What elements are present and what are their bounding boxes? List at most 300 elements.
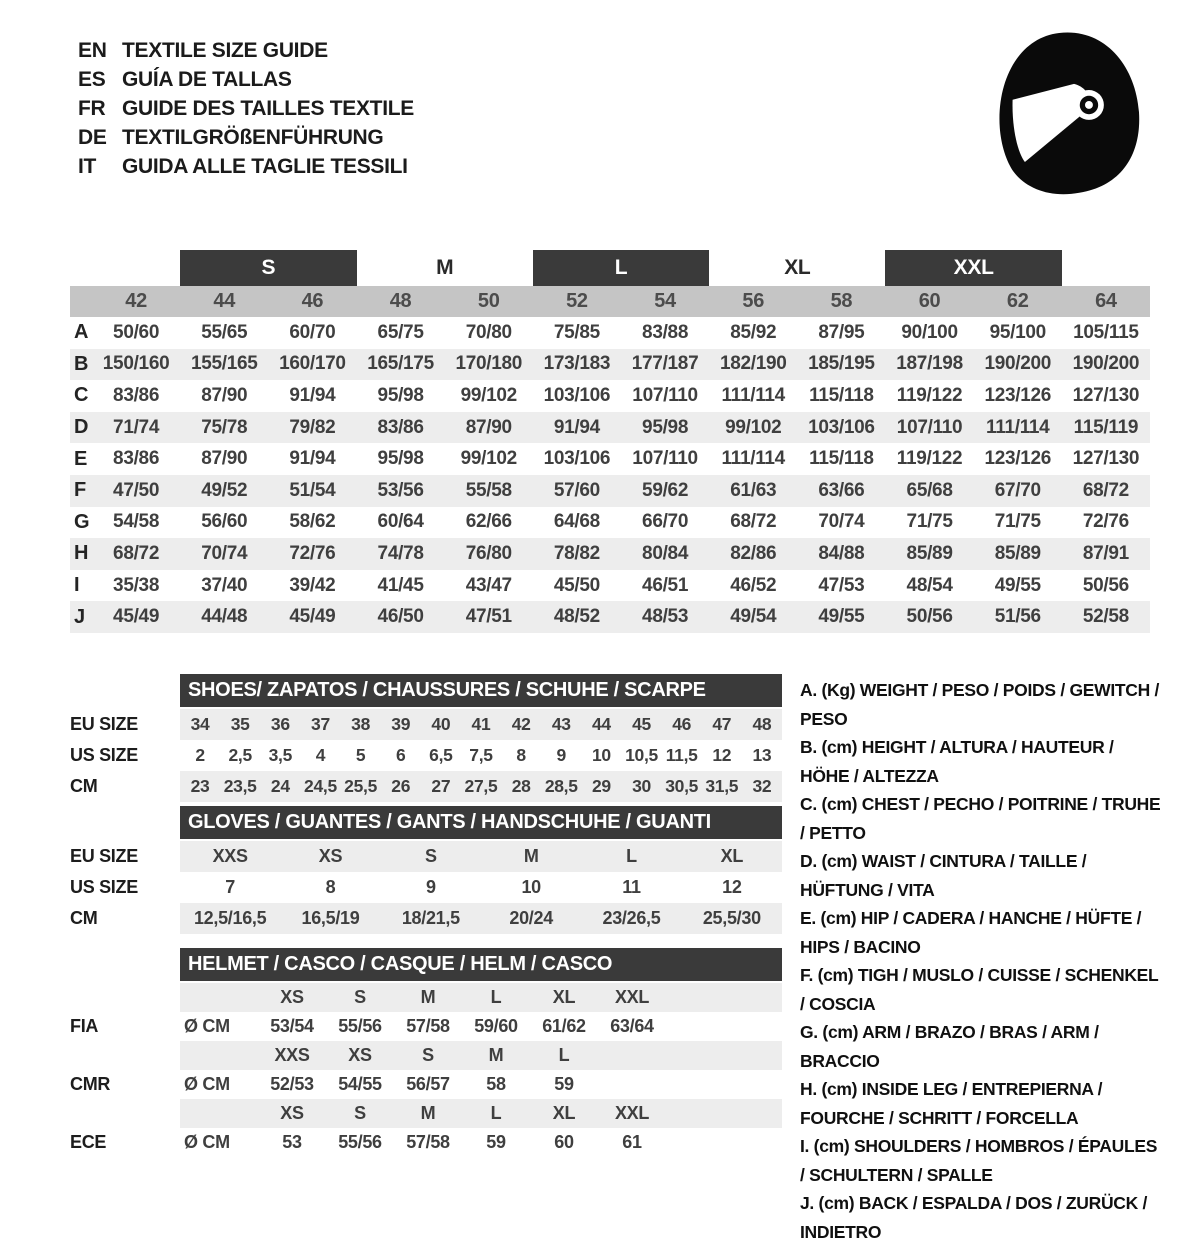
size-number: 58 xyxy=(830,290,853,312)
gloves-cell: 8 xyxy=(325,877,336,897)
measurement-value: 115/119 xyxy=(1073,416,1139,438)
helmet-cell: 54/55 xyxy=(338,1074,382,1094)
helmet-cell: 60 xyxy=(554,1132,574,1152)
measurement-value: 64/68 xyxy=(553,511,600,533)
shoes-cell: 40 xyxy=(431,714,451,734)
helmet-row-label: ECE xyxy=(70,1132,107,1152)
gloves-cell: 11 xyxy=(622,877,641,897)
shoes-cell: 10,5 xyxy=(625,745,658,765)
measurement-value: 85/89 xyxy=(906,542,953,564)
measurement-value: 105/115 xyxy=(1073,321,1139,343)
shoes-row-label: EU SIZE xyxy=(70,714,138,734)
shoes-cell: 42 xyxy=(511,714,531,734)
helmet-cell: L xyxy=(490,1103,502,1123)
shoes-cell: 34 xyxy=(190,714,210,734)
textile-size-table xyxy=(70,250,1150,633)
helmet-cell: 57/58 xyxy=(406,1132,450,1152)
shoes-cell: 46 xyxy=(672,714,692,734)
measurement-value: 43/47 xyxy=(465,574,512,596)
measurement-value: 49/54 xyxy=(730,606,777,628)
gloves-cell: 9 xyxy=(425,877,436,897)
legend-item: G. (cm) ARM / BRAZO / BRAS / ARM / BRACCIO xyxy=(800,1022,1099,1071)
measurement-value: 58/62 xyxy=(289,511,336,533)
shoes-cell: 10 xyxy=(591,745,611,765)
shoes-cell: 45 xyxy=(632,714,651,734)
guide-title: GUÍA DE TALLAS xyxy=(122,68,292,91)
measurement-value: 182/190 xyxy=(719,353,787,375)
shoes-cell: 30,5 xyxy=(665,776,699,796)
gloves-cell: 20/24 xyxy=(509,908,553,928)
measurement-value: 50/56 xyxy=(906,606,953,628)
shoes-cell: 41 xyxy=(471,714,491,734)
measurement-value: 127/130 xyxy=(1072,384,1140,406)
measurement-value: 49/52 xyxy=(201,479,248,501)
measurement-value: 119/122 xyxy=(896,448,963,470)
gloves-row-strip xyxy=(180,872,782,903)
measurement-value: 111/114 xyxy=(721,448,785,470)
measurement-value: 75/85 xyxy=(553,321,600,343)
gloves-cell: L xyxy=(626,846,637,866)
legend-item: I. (cm) SHOULDERS / HOMBROS / ÉPAULES / SCHULTERN / SPALLE xyxy=(800,1136,1158,1185)
shoes-row-label: CM xyxy=(70,776,98,796)
measurement-value: 41/45 xyxy=(377,574,424,596)
measurement-value: 55/58 xyxy=(465,479,512,501)
measurement-value: 60/64 xyxy=(377,511,424,533)
size-group-label: M xyxy=(436,256,454,279)
shoes-cell: 39 xyxy=(391,714,411,734)
helmet-row-strip xyxy=(180,1012,782,1041)
measurement-value: 123/126 xyxy=(984,384,1052,406)
gloves-section-title: GLOVES / GUANTES / GANTS / HANDSCHUHE / GUANTI xyxy=(180,806,782,839)
measurement-value: 170/180 xyxy=(455,353,523,375)
helmet-cell: S xyxy=(354,987,366,1007)
gloves-cell: 16,5/19 xyxy=(301,908,360,928)
legend-item: D. (cm) WAIST / CINTURA / TAILLE / HÜFTUNG / VITA xyxy=(800,851,1087,900)
measurement-value: 49/55 xyxy=(994,574,1041,596)
shoes-section-title: SHOES/ ZAPATOS / CHAUSSURES / SCHUHE / SCARPE xyxy=(180,674,782,707)
helmet-cell: 55/56 xyxy=(338,1016,382,1036)
shoes-row-strip xyxy=(180,740,782,771)
measurement-value: 65/75 xyxy=(377,321,424,343)
legend-item: H. (cm) INSIDE LEG / ENTREPIERNA / FOURCHE / SCHRITT / FORCELLA xyxy=(800,1079,1103,1128)
legend-item: F. (cm) TIGH / MUSLO / CUISSE / SCHENKEL / COSCIA xyxy=(800,965,1159,1014)
language-row xyxy=(78,123,414,152)
helmet-cell: XS xyxy=(280,1103,304,1123)
helmet-row-label: FIA xyxy=(70,1016,99,1036)
row-letter: D xyxy=(74,416,89,439)
measurement-value: 71/75 xyxy=(994,511,1041,533)
language-code: FR xyxy=(78,97,106,120)
measurement-value: 85/89 xyxy=(994,542,1041,564)
helmet-cell: 61 xyxy=(622,1132,642,1152)
measurement-value: 83/88 xyxy=(642,321,689,343)
measurement-value: 67/70 xyxy=(994,479,1041,501)
helmet-cell: 52/53 xyxy=(270,1074,314,1094)
gloves-row-label: US SIZE xyxy=(70,877,138,897)
language-row xyxy=(78,65,414,94)
measurement-value: 63/66 xyxy=(818,479,865,501)
measurement-value: 52/58 xyxy=(1082,606,1129,628)
measurement-value: 66/70 xyxy=(642,511,689,533)
row-letter: F xyxy=(74,479,86,502)
gloves-cell: S xyxy=(424,846,437,866)
helmet-cell: M xyxy=(420,1103,436,1123)
measurement-value: 57/60 xyxy=(553,479,600,501)
measurement-row xyxy=(70,349,1150,381)
measurement-value: 51/56 xyxy=(994,606,1041,628)
shoes-cell: 30 xyxy=(632,776,651,796)
helmet-cell: 59 xyxy=(486,1132,506,1152)
helmet-cell: 58 xyxy=(486,1074,506,1094)
shoes-cell: 28 xyxy=(511,776,531,796)
legend-item: B. (cm) HEIGHT / ALTURA / HAUTEUR / HÖHE / ALTEZZA xyxy=(800,737,1114,786)
measurement-row xyxy=(70,601,1150,633)
measurement-value: 79/82 xyxy=(289,416,336,438)
size-number: 46 xyxy=(301,290,324,312)
size-number-row xyxy=(70,286,1150,317)
measurement-value: 35/38 xyxy=(113,574,160,596)
measurement-value: 177/187 xyxy=(631,353,699,375)
shoes-cell: 24 xyxy=(270,776,290,796)
helmet-cell: 63/64 xyxy=(610,1016,654,1036)
helmet-cell: XS xyxy=(348,1045,372,1065)
measurement-value: 111/114 xyxy=(721,384,785,406)
gloves-cell: 7 xyxy=(225,877,236,897)
helmet-cell: 53 xyxy=(282,1132,302,1152)
helmet-cell: XXL xyxy=(614,987,650,1007)
helmet-cell: XL xyxy=(552,987,576,1007)
shoes-cell: 27,5 xyxy=(464,776,498,796)
row-letter: E xyxy=(74,447,88,470)
helmet-icon xyxy=(972,26,1148,198)
gloves-row xyxy=(70,903,782,934)
legend-item: A. (Kg) WEIGHT / PESO / POIDS / GEWITCH / PESO xyxy=(800,680,1160,729)
helmet-row-label: CMR xyxy=(70,1074,111,1094)
shoes-cell: 6 xyxy=(396,745,406,765)
shoes-cell: 23 xyxy=(190,776,210,796)
measurement-row xyxy=(70,570,1150,602)
measurement-value: 84/88 xyxy=(818,542,865,564)
language-row xyxy=(78,94,414,123)
measurement-value: 70/74 xyxy=(201,542,248,564)
gloves-cell: M xyxy=(523,846,539,866)
measurement-value: 95/98 xyxy=(377,448,424,470)
language-code: IT xyxy=(78,155,97,178)
measurement-value: 103/106 xyxy=(543,448,611,470)
measurement-value: 115/118 xyxy=(809,448,874,470)
shoes-row-strip xyxy=(180,771,782,802)
helmet-row xyxy=(70,1099,782,1128)
measurement-row xyxy=(70,412,1150,444)
shoes-cell: 9 xyxy=(556,745,566,765)
size-group-label: XL xyxy=(784,256,811,279)
shoes-cell: 32 xyxy=(752,776,772,796)
measurement-value: 59/62 xyxy=(642,479,689,501)
measurement-value: 45/49 xyxy=(113,606,160,628)
measurement-value: 72/76 xyxy=(289,542,336,564)
helmet-cell: 59 xyxy=(554,1074,574,1094)
measurement-value: 65/68 xyxy=(906,479,953,501)
shoes-cell: 25,5 xyxy=(344,776,378,796)
size-number: 42 xyxy=(125,290,147,312)
measurement-value: 165/175 xyxy=(367,353,434,375)
measurement-row xyxy=(70,538,1150,570)
row-letter: J xyxy=(74,605,85,628)
helmet-cell: XXS xyxy=(274,1045,310,1065)
measurement-value: 68/72 xyxy=(1082,479,1129,501)
gloves-cell: XS xyxy=(318,846,343,866)
measurement-value: 107/110 xyxy=(896,416,963,438)
shoes-cell: 12 xyxy=(712,745,732,765)
helmet-row xyxy=(70,1070,782,1099)
helmet-row-strip xyxy=(180,1070,782,1099)
gloves-cell: 10 xyxy=(521,877,541,897)
measurement-value: 47/50 xyxy=(113,479,160,501)
language-code: EN xyxy=(78,39,107,62)
guide-title: GUIDE DES TAILLES TEXTILE xyxy=(122,97,414,120)
measurement-value: 87/91 xyxy=(1082,542,1129,564)
row-letter: G xyxy=(74,510,90,533)
size-group-bar: XXL xyxy=(885,250,1061,286)
shoes-cell: 6,5 xyxy=(429,745,453,765)
row-letter: A xyxy=(74,321,89,344)
size-number: 60 xyxy=(918,290,941,312)
helmet-cell: L xyxy=(558,1045,570,1065)
measurement-value: 54/58 xyxy=(113,511,160,533)
shoes-cell: 38 xyxy=(351,714,371,734)
helmet-cell: XXL xyxy=(614,1103,650,1123)
measurement-value: 46/51 xyxy=(642,574,689,596)
shoes-cell: 47 xyxy=(712,714,732,734)
measurement-value: 78/82 xyxy=(553,542,600,564)
measurement-value: 48/54 xyxy=(906,574,953,596)
measurement-value: 190/200 xyxy=(984,353,1052,375)
size-number: 50 xyxy=(477,290,500,312)
measurement-value: 83/86 xyxy=(113,384,160,406)
language-row xyxy=(78,152,414,181)
measurement-value: 68/72 xyxy=(113,542,160,564)
helmet-cell: 57/58 xyxy=(406,1016,450,1036)
measurement-value: 53/56 xyxy=(377,479,424,501)
helmet-cell: 53/54 xyxy=(270,1016,314,1036)
gloves-cell: 25,5/30 xyxy=(702,908,761,928)
measurement-value: 37/40 xyxy=(201,574,248,596)
shoes-cell: 44 xyxy=(591,714,611,734)
measurement-value: 127/130 xyxy=(1072,448,1140,470)
measurement-value: 50/56 xyxy=(1082,574,1129,596)
measurement-value: 44/48 xyxy=(201,606,248,628)
row-letter: B xyxy=(74,352,89,375)
measurement-value: 62/66 xyxy=(465,511,512,533)
size-number: 64 xyxy=(1095,290,1117,312)
shoes-cell: 3,5 xyxy=(268,745,293,765)
helmet-cell: 61/62 xyxy=(542,1016,586,1036)
gloves-cell: 18/21,5 xyxy=(401,908,460,928)
measurement-value: 56/60 xyxy=(201,511,248,533)
size-group-bar: S xyxy=(180,250,356,286)
measurement-value: 71/74 xyxy=(113,416,160,438)
helmet-cell: Ø CM xyxy=(184,1016,230,1036)
size-group-bar: L xyxy=(533,250,709,286)
measurement-legend xyxy=(800,676,1162,1246)
measurement-value: 83/86 xyxy=(377,416,424,438)
gloves-row-strip xyxy=(180,841,782,872)
shoes-cell: 8 xyxy=(516,745,526,765)
language-code: DE xyxy=(78,126,107,149)
shoes-cell: 11,5 xyxy=(665,745,698,765)
measurement-value: 61/63 xyxy=(730,479,777,501)
helmet-cell: M xyxy=(488,1045,504,1065)
measurement-value: 48/52 xyxy=(553,606,600,628)
measurement-value: 83/86 xyxy=(113,448,160,470)
measurement-value: 160/170 xyxy=(279,353,346,375)
measurement-row xyxy=(70,317,1150,349)
guide-title: GUIDA ALLE TAGLIE TESSILI xyxy=(122,155,408,178)
helmet-row xyxy=(70,1041,782,1070)
row-letter: H xyxy=(74,542,89,565)
helmet-cell: L xyxy=(490,987,502,1007)
measurement-value: 95/100 xyxy=(989,321,1046,343)
helmet-row xyxy=(70,983,782,1012)
measurement-value: 39/42 xyxy=(289,574,336,596)
measurement-value: 99/102 xyxy=(460,448,517,470)
row-letter: I xyxy=(74,574,80,597)
measurement-value: 91/94 xyxy=(553,416,600,438)
shoes-cell: 28,5 xyxy=(544,776,578,796)
measurement-value: 46/52 xyxy=(730,574,777,596)
gloves-row-label: CM xyxy=(70,908,98,928)
measurement-value: 71/75 xyxy=(906,511,953,533)
shoes-cell: 43 xyxy=(551,714,571,734)
measurement-value: 74/78 xyxy=(377,542,424,564)
helmet-row-strip xyxy=(180,1041,782,1070)
measurement-value: 47/51 xyxy=(465,606,512,628)
gloves-row xyxy=(70,841,782,872)
measurement-value: 87/90 xyxy=(465,416,512,438)
helmet-cell: M xyxy=(420,987,436,1007)
language-row xyxy=(78,36,414,65)
size-number: 62 xyxy=(1006,290,1029,312)
shoes-row-strip xyxy=(180,709,782,740)
measurement-value: 87/95 xyxy=(818,321,865,343)
size-group-row xyxy=(70,250,1150,286)
shoes-cell: 24,5 xyxy=(304,776,337,796)
helmet-cell: S xyxy=(422,1045,434,1065)
shoes-row xyxy=(70,740,782,771)
measurement-value: 91/94 xyxy=(289,384,336,406)
measurement-value: 87/90 xyxy=(201,384,248,406)
measurement-row xyxy=(70,507,1150,539)
measurement-value: 70/80 xyxy=(465,321,512,343)
size-number: 52 xyxy=(566,290,588,312)
gloves-cell: 12,5/16,5 xyxy=(193,908,267,928)
gloves-row-label: EU SIZE xyxy=(70,846,138,866)
shoes-cell: 13 xyxy=(752,745,772,765)
gloves-cell: 23/26,5 xyxy=(602,908,661,928)
measurement-value: 99/102 xyxy=(725,416,782,438)
shoes-cell: 5 xyxy=(355,745,366,765)
helmet-row xyxy=(70,1128,782,1157)
legend-item: J. (cm) BACK / ESPALDA / DOS / ZURÜCK / INDIETRO xyxy=(800,1193,1148,1242)
measurement-value: 115/118 xyxy=(809,384,874,406)
gloves-cell: XL xyxy=(720,846,744,866)
gloves-row-strip xyxy=(180,903,782,934)
measurement-value: 75/78 xyxy=(201,416,248,438)
size-number: 54 xyxy=(654,290,676,312)
helmet-row xyxy=(70,1012,782,1041)
measurement-value: 99/102 xyxy=(460,384,517,406)
shoes-cell: 2 xyxy=(195,745,205,765)
helmet-cell: Ø CM xyxy=(184,1074,230,1094)
measurement-value: 80/84 xyxy=(642,542,689,564)
measurement-value: 155/165 xyxy=(190,353,258,375)
language-code: ES xyxy=(78,68,106,91)
measurement-row xyxy=(70,443,1150,475)
language-title-list xyxy=(78,36,414,181)
measurement-value: 49/55 xyxy=(818,606,865,628)
shoes-cell: 31,5 xyxy=(705,776,739,796)
shoes-row-label: US SIZE xyxy=(70,745,138,765)
measurement-value: 103/106 xyxy=(543,384,611,406)
measurement-value: 55/65 xyxy=(201,321,248,343)
measurement-value: 82/86 xyxy=(730,542,777,564)
shoes-cell: 29 xyxy=(591,776,611,796)
measurement-value: 119/122 xyxy=(896,384,963,406)
measurement-value: 87/90 xyxy=(201,448,248,470)
shoes-cell: 36 xyxy=(270,714,290,734)
measurement-value: 185/195 xyxy=(808,353,875,375)
measurement-value: 111/114 xyxy=(986,416,1050,438)
row-letter: C xyxy=(74,384,89,407)
measurement-value: 46/50 xyxy=(377,606,424,628)
shoes-cell: 23,5 xyxy=(223,776,257,796)
measurement-value: 50/60 xyxy=(113,321,160,343)
measurement-value: 51/54 xyxy=(289,479,336,501)
shoes-size-table xyxy=(70,674,782,802)
measurement-value: 85/92 xyxy=(730,321,777,343)
shoes-cell: 4 xyxy=(315,745,326,765)
measurement-row xyxy=(70,380,1150,412)
measurement-value: 72/76 xyxy=(1082,511,1129,533)
helmet-size-table xyxy=(70,948,782,1157)
measurement-value: 187/198 xyxy=(896,353,963,375)
measurement-value: 107/110 xyxy=(632,384,698,406)
helmet-cell: 56/57 xyxy=(406,1074,450,1094)
helmet-row-strip xyxy=(180,1128,782,1157)
measurement-value: 173/183 xyxy=(543,353,611,375)
helmet-cell: S xyxy=(354,1103,366,1123)
size-number: 56 xyxy=(742,290,765,312)
measurement-value: 95/98 xyxy=(377,384,424,406)
legend-item: C. (cm) CHEST / PECHO / POITRINE / TRUHE / PETTO xyxy=(800,794,1161,843)
shoes-cell: 27 xyxy=(431,776,451,796)
measurement-value: 123/126 xyxy=(984,448,1052,470)
measurement-row xyxy=(70,475,1150,507)
shoes-row xyxy=(70,709,782,740)
helmet-cell: Ø CM xyxy=(184,1132,230,1152)
helmet-row-strip xyxy=(180,983,782,1012)
helmet-row-strip xyxy=(180,1099,782,1128)
gloves-cell: XXS xyxy=(212,846,248,866)
measurement-value: 91/94 xyxy=(289,448,336,470)
guide-title: TEXTILGRÖßENFÜHRUNG xyxy=(122,126,384,149)
measurement-value: 76/80 xyxy=(465,542,512,564)
measurement-value: 47/53 xyxy=(818,574,865,596)
shoes-cell: 7,5 xyxy=(469,745,493,765)
helmet-cell: 59/60 xyxy=(474,1016,518,1036)
shoes-cell: 48 xyxy=(752,714,772,734)
shoes-cell: 26 xyxy=(391,776,411,796)
